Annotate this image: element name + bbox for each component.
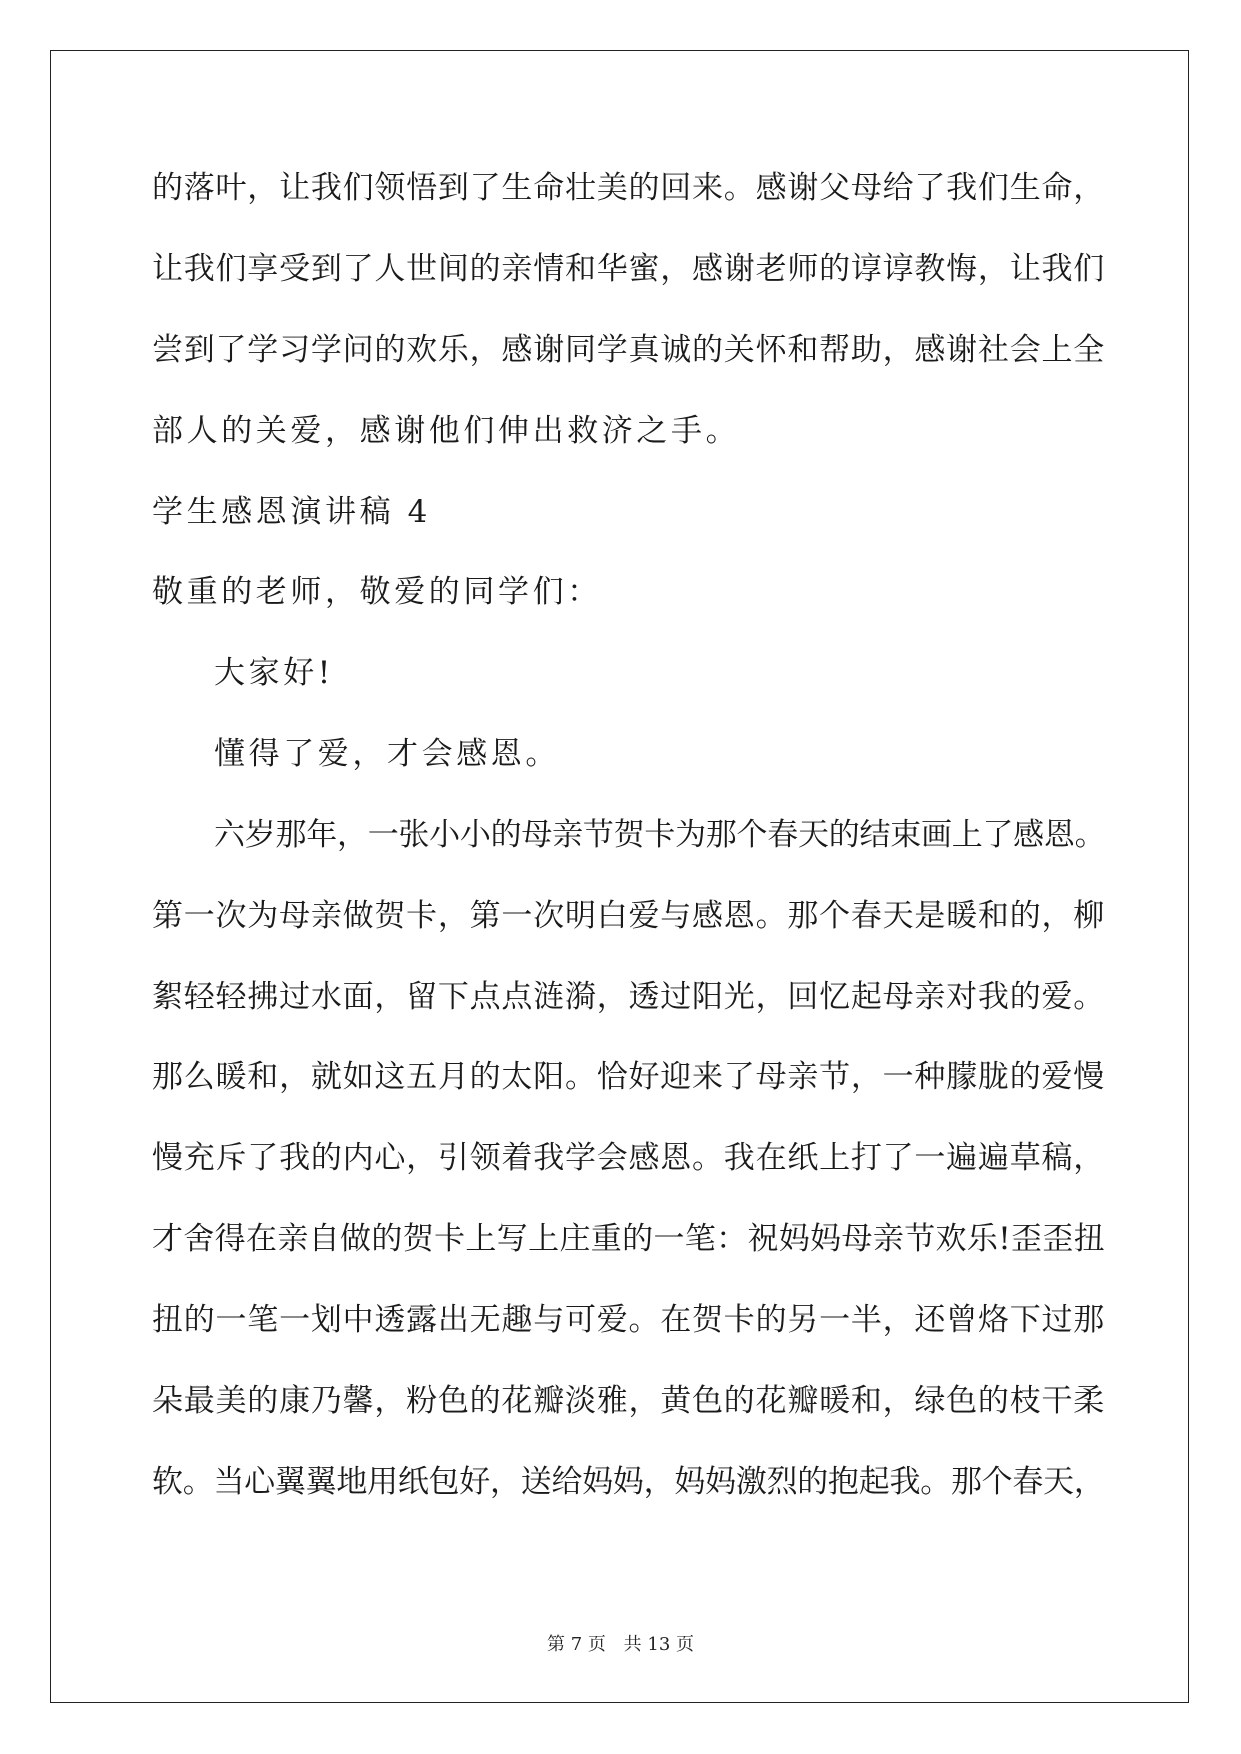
text-line: 才舍得在亲自做的贺卡上写上庄重的一笔：祝妈妈母亲节欢乐!歪歪扭 (152, 1221, 1106, 1257)
text-line: 让我们享受到了人世间的亲情和华蜜，感谢老师的谆谆教悔，让我们 (152, 251, 1105, 287)
text-line: 慢充斥了我的内心，引领着我学会感恩。我在纸上打了一遍遍草稿， (152, 1140, 1105, 1176)
text-line: 懂得了爱，才会感恩。 (214, 736, 560, 772)
page-total: 共 13 页 (623, 1634, 694, 1655)
text-line: 第一次为母亲做贺卡，第一次明白爱与感恩。那个春天是暖和的，柳 (152, 898, 1105, 934)
page-footer (0, 1633, 1241, 1657)
section-heading: 学生感恩演讲稿 4 (152, 494, 431, 530)
text-line: 扭的一笔一划中透露出无趣与可爱。在贺卡的另一半，还曾烙下过那 (152, 1302, 1105, 1338)
text-line: 的落叶，让我们领悟到了生命壮美的回来。感谢父母给了我们生命， (152, 170, 1105, 206)
greeting: 大家好! (214, 655, 334, 691)
text-line: 那么暖和，就如这五月的太阳。恰好迎来了母亲节，一种朦胧的爱慢 (152, 1059, 1105, 1095)
text-line: 朵最美的康乃馨，粉色的花瓣淡雅，黄色的花瓣暖和，绿色的枝干柔 (152, 1383, 1105, 1419)
page-border (50, 50, 1189, 1703)
text-line: 尝到了学习学问的欢乐，感谢同学真诚的关怀和帮助，感谢社会上全 (152, 332, 1105, 368)
text-line: 六岁那年，一张小小的母亲节贺卡为那个春天的结束画上了感恩。 (214, 817, 1106, 853)
salutation: 敬重的老师，敬爱的同学们： (152, 574, 602, 610)
text-line: 软。当心翼翼地用纸包好，送给妈妈，妈妈激烈的抱起我。那个春天， (152, 1464, 1105, 1500)
text-line: 絮轻轻拂过水面，留下点点涟漪，透过阳光，回忆起母亲对我的爱。 (152, 979, 1105, 1015)
page-number: 第 7 页 (547, 1634, 606, 1655)
text-line: 部人的关爱，感谢他们伸出救济之手。 (152, 413, 741, 449)
